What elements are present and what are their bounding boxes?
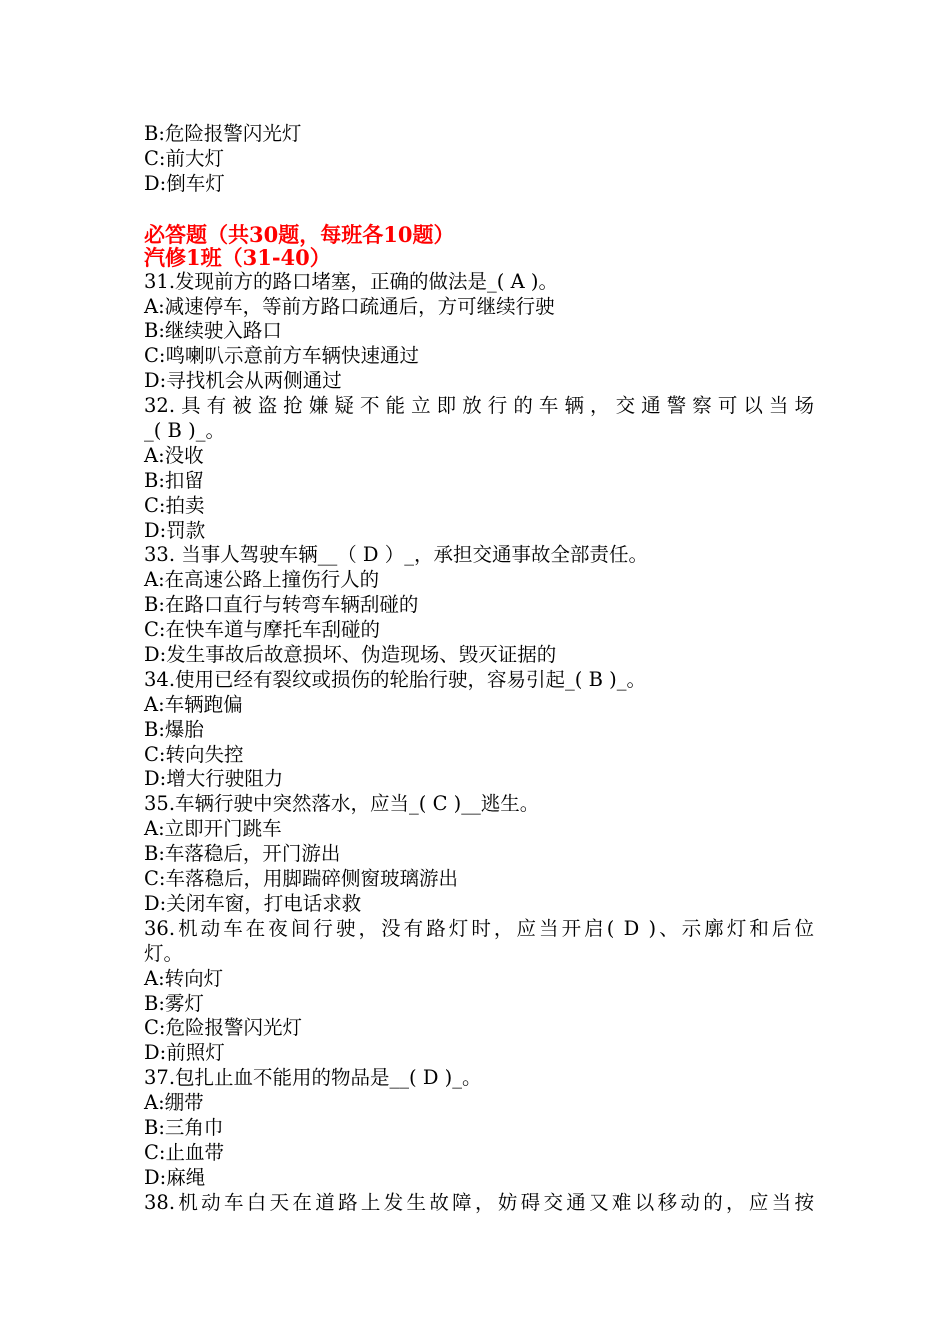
option-line: A:转向灯: [144, 966, 224, 990]
option-line: 灯。: [144, 941, 184, 965]
option-line: A:在高速公路上撞伤行人的: [144, 568, 380, 592]
question-stem: 32.具有被盗抢嫌疑不能立即放行的车辆，交通警察可以当场: [144, 394, 814, 418]
option-line: C:前大灯: [144, 146, 224, 170]
question-stem: 36.机动车在夜间行驶，没有路灯时，应当开启( D )、示廓灯和后位: [144, 916, 814, 940]
option-line: C:在快车道与摩托车刮碰的: [144, 618, 380, 642]
option-line: A:减速停车，等前方路口疏通后，方可继续行驶: [144, 294, 555, 318]
option-line: A:没收: [144, 443, 204, 467]
option-line: B:危险报警闪光灯: [144, 122, 302, 145]
option-line: A:车辆跑偏: [144, 692, 243, 716]
question-stem: 38.机动车白天在道路上发生故障，妨碍交通又难以移动的，应当按: [144, 1190, 814, 1214]
question-stem: 33. 当事人驾驶车辆__（ D ）_，承担交通事故全部责任。: [144, 543, 648, 567]
option-line: C:车落稳后，用脚踹碎侧窗玻璃游出: [144, 867, 458, 891]
option-line: A:绷带: [144, 1091, 204, 1115]
option-line: B:三角巾: [144, 1115, 224, 1139]
option-line: D:增大行驶阻力: [144, 767, 284, 791]
option-line: A:立即开门跳车: [144, 817, 282, 841]
paragraph-gap: [144, 197, 814, 223]
option-line: _( B )_。: [144, 419, 225, 443]
option-line: C:危险报警闪光灯: [144, 1016, 302, 1040]
option-line: B:在路口直行与转弯车辆刮碰的: [144, 593, 419, 617]
section-subtitle: 汽修1班（31-40）: [144, 245, 331, 271]
option-line: D:罚款: [144, 518, 206, 542]
option-line: C:转向失控: [144, 742, 244, 766]
option-line: C:鸣喇叭示意前方车辆快速通过: [144, 344, 419, 368]
option-line: D:寻找机会从两侧通过: [144, 369, 342, 393]
option-line: D:麻绳: [144, 1165, 206, 1189]
option-line: B:爆胎: [144, 717, 204, 741]
question-stem: 35.车辆行驶中突然落水，应当_( C )__逃生。: [144, 792, 540, 816]
option-line: D:倒车灯: [144, 171, 225, 195]
option-line: C:止血带: [144, 1140, 224, 1164]
option-line: B:继续驶入路口: [144, 319, 282, 343]
option-line: C:拍卖: [144, 493, 205, 517]
question-stem: 31.发现前方的路口堵塞，正确的做法是_( A )。: [144, 269, 558, 293]
option-line: B:扣留: [144, 468, 204, 492]
option-line: D:关闭车窗，打电话求救: [144, 891, 362, 915]
document-page: [144, 122, 814, 1216]
option-line: B:车落稳后，开门游出: [144, 842, 341, 866]
option-line: B:雾灯: [144, 991, 204, 1015]
section-title: 必答题（共30题，每班各10题）: [144, 221, 455, 247]
question-list: [144, 270, 814, 1216]
question-stem: 34.使用已经有裂纹或损伤的轮胎行驶，容易引起_( B )_。: [144, 667, 646, 691]
option-line: D:前照灯: [144, 1041, 225, 1065]
option-line: D:发生事故后故意损坏、伪造现场、毁灭证据的: [144, 643, 557, 667]
question-stem: 37.包扎止血不能用的物品是__( D )_。: [144, 1066, 482, 1090]
